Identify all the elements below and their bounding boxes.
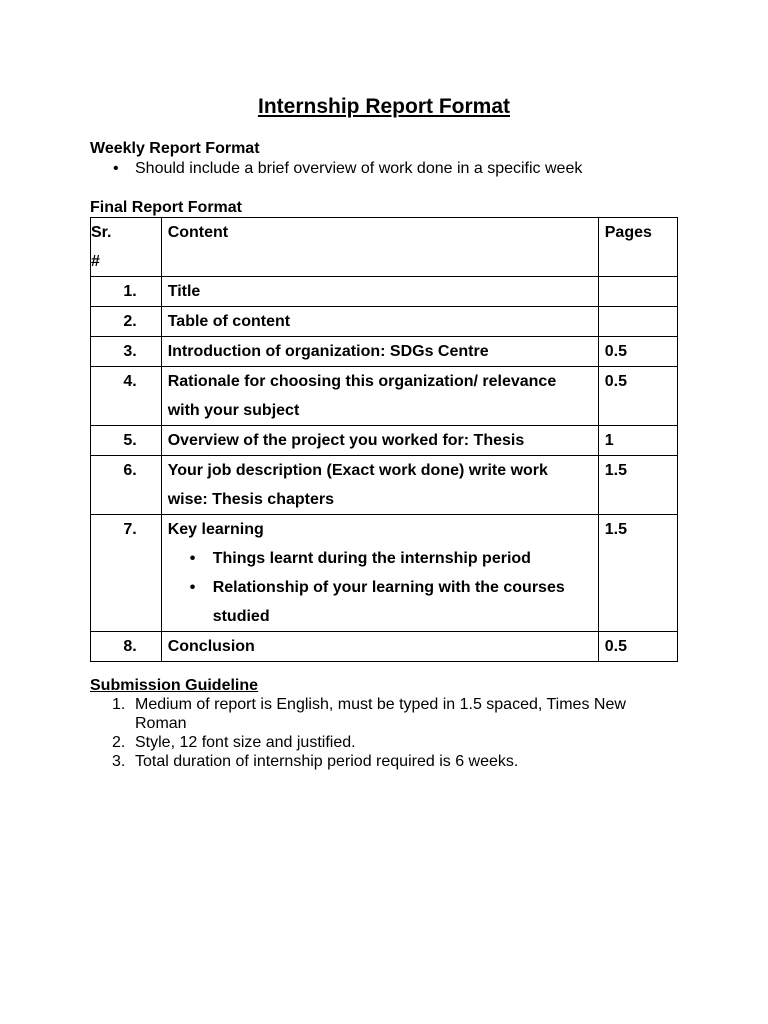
table-row <box>91 367 678 426</box>
header-sr-line2: # <box>91 253 100 270</box>
submission-guideline-list <box>90 695 650 771</box>
bullet-icon: • <box>189 550 196 567</box>
list-item-text: Style, 12 font size and justified. <box>135 734 356 751</box>
row-content: Key learning <box>167 521 264 538</box>
table-row <box>91 337 678 367</box>
list-item-text: Medium of report is English, must be typed in 1.5 spaced, Times New Roman <box>135 696 626 732</box>
row-content: Rationale for choosing this organization/ relevance with your subject <box>161 367 598 426</box>
list-item <box>90 752 650 771</box>
row-pages: 0.5 <box>598 337 677 367</box>
row-content: Introduction of organization: SDGs Centre <box>161 337 598 367</box>
table-row <box>91 426 678 456</box>
list-number: 3. <box>112 753 126 770</box>
row-content: Overview of the project you worked for: Thesis <box>161 426 598 456</box>
weekly-report-heading: Weekly Report Format <box>90 140 260 157</box>
row-content: Title <box>161 277 598 307</box>
list-number: 2. <box>112 734 126 751</box>
row-pages <box>598 307 677 337</box>
bullet-text: Relationship of your learning with the courses studied <box>212 579 565 625</box>
row-pages: 0.5 <box>598 632 677 662</box>
table-header-row <box>91 218 678 277</box>
list-item <box>90 733 650 752</box>
row-pages: 1 <box>598 426 677 456</box>
bullet-text: Things learnt during the internship period <box>212 550 531 567</box>
row-sr: 4. <box>91 367 162 426</box>
row-content: Your job description (Exact work done) write work wise: Thesis chapters <box>161 456 598 515</box>
row-pages <box>598 277 677 307</box>
bullet-icon: • <box>189 579 196 596</box>
document-title: Internship Report Format <box>257 95 510 118</box>
row-sr: 3. <box>91 337 162 367</box>
row-content: Table of content <box>161 307 598 337</box>
bullet-icon: • <box>113 160 119 177</box>
list-item <box>168 544 592 573</box>
row-pages: 1.5 <box>598 456 677 515</box>
key-learning-bullets <box>168 544 592 631</box>
header-pages: Pages <box>598 218 677 277</box>
table-row <box>91 277 678 307</box>
row-sr: 6. <box>91 456 162 515</box>
header-content: Content <box>161 218 598 277</box>
row-pages: 0.5 <box>598 367 677 426</box>
row-sr: 8. <box>91 632 162 662</box>
list-number: 1. <box>112 696 126 713</box>
table-row <box>91 307 678 337</box>
final-report-table <box>90 217 678 662</box>
weekly-report-bullet <box>113 159 582 179</box>
row-sr: 2. <box>91 307 162 337</box>
table-row <box>91 456 678 515</box>
submission-guideline-heading: Submission Guideline <box>90 677 259 694</box>
list-item <box>168 573 592 631</box>
weekly-bullet-text: Should include a brief overview of work done in a specific week <box>135 160 583 177</box>
list-item-text: Total duration of internship period required is 6 weeks. <box>135 753 519 770</box>
row-sr: 7. <box>91 515 162 632</box>
row-pages: 1.5 <box>598 515 677 632</box>
row-content: Conclusion <box>161 632 598 662</box>
header-sr-line1: Sr. <box>91 224 112 241</box>
header-sr <box>91 218 162 277</box>
row-sr: 5. <box>91 426 162 456</box>
table-row <box>91 632 678 662</box>
table-row <box>91 515 678 632</box>
row-content-key-learning <box>161 515 598 632</box>
list-item <box>90 695 650 733</box>
row-sr: 1. <box>91 277 162 307</box>
final-report-heading: Final Report Format <box>90 199 243 216</box>
